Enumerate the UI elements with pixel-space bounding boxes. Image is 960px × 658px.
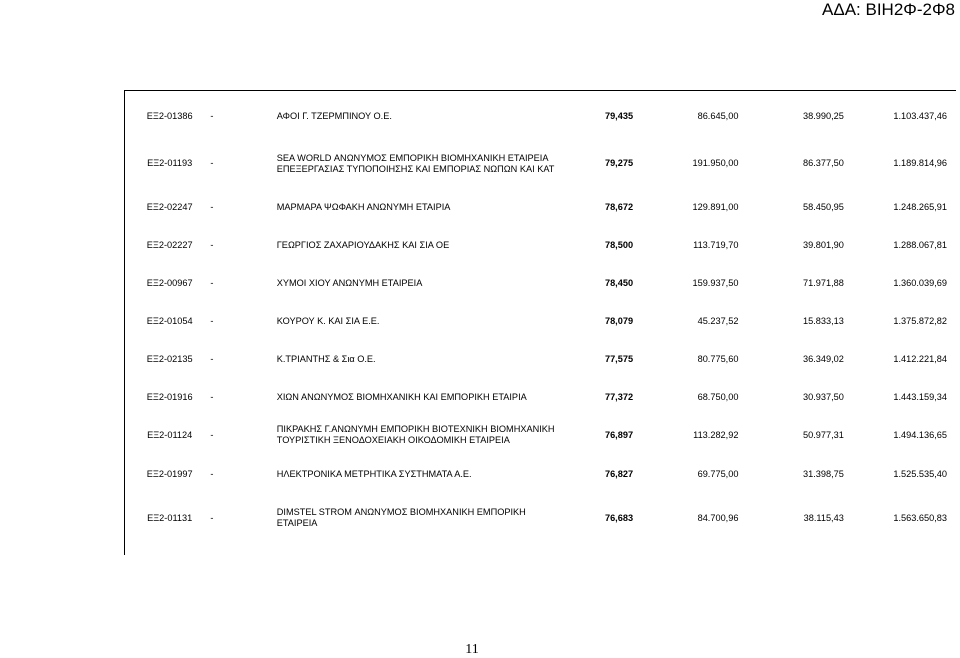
row-code: ΕΞ2-02135 bbox=[146, 353, 193, 364]
row-score: 78,079 bbox=[604, 315, 634, 326]
table-row bbox=[133, 302, 951, 340]
row-company-name: DIMSTEL STROM ΑΝΩΝΥΜΟΣ ΒΙΟΜΗΧΑΝΙΚΗ ΕΜΠΟΡΙΚΗ ΕΤΑΙΡΕΙΑ bbox=[276, 507, 526, 528]
row-amount-cumulative: 1.375.872,82 bbox=[893, 315, 947, 326]
row-amount-cumulative: 1.189.814,96 bbox=[893, 158, 947, 168]
row-dash: - bbox=[210, 315, 214, 326]
page-number: 11 bbox=[465, 642, 479, 657]
row-amount-cumulative: 1.412.221,84 bbox=[893, 353, 947, 364]
row-amount-budget: 68.750,00 bbox=[697, 391, 739, 402]
row-code: ΕΞ2-01997 bbox=[146, 468, 193, 479]
row-amount-subsidy: 58.450,95 bbox=[802, 201, 844, 212]
row-score: 77,372 bbox=[604, 391, 634, 402]
row-company-name: ΜΑΡΜΑΡΑ ΨΩΦΑΚΗ ΑΝΩΝΥΜΗ ΕΤΑΙΡΙΑ bbox=[276, 201, 451, 212]
row-amount-subsidy: 15.833,13 bbox=[802, 315, 844, 326]
row-score: 79,275 bbox=[604, 158, 634, 168]
row-company-name: ΚΟΥΡΟΥ Κ. ΚΑΙ ΣΙΑ Ε.Ε. bbox=[276, 315, 380, 326]
table-row bbox=[133, 226, 951, 264]
row-score: 77,575 bbox=[604, 353, 634, 364]
row-score: 76,897 bbox=[604, 429, 634, 440]
row-amount-subsidy: 86.377,50 bbox=[802, 158, 844, 168]
row-company-name: ΓΕΩΡΓΙΟΣ ΖΑΧΑΡΙΟΥΔΑΚΗΣ ΚΑΙ ΣΙΑ ΟΕ bbox=[276, 239, 450, 250]
row-score: 79,435 bbox=[604, 111, 634, 121]
table-row bbox=[133, 264, 951, 302]
row-amount-budget: 113.282,92 bbox=[693, 429, 739, 440]
row-company-name: ΧΥΜΟΙ ΧΙΟΥ ΑΝΩΝΥΜΗ ΕΤΑΙΡΕΙΑ bbox=[276, 277, 423, 288]
row-dash: - bbox=[210, 111, 214, 121]
row-amount-cumulative: 1.494.136,65 bbox=[893, 429, 947, 440]
row-amount-budget: 191.950,00 bbox=[692, 158, 739, 168]
row-company-name: ΧΙΩΝ ΑΝΩΝΥΜΟΣ ΒΙΟΜΗΧΑΝΙΚΗ ΚΑΙ ΕΜΠΟΡΙΚΗ ΕΤΑΙΡΙΑ bbox=[276, 391, 527, 402]
table-body bbox=[133, 94, 951, 542]
row-amount-subsidy: 31.398,75 bbox=[802, 468, 844, 479]
row-amount-cumulative: 1.103.437,46 bbox=[893, 111, 947, 121]
row-amount-subsidy: 30.937,50 bbox=[802, 391, 844, 402]
row-company-name: ΑΦΟΙ Γ. ΤΖΕΡΜΠΙΝΟΥ Ο.Ε. bbox=[276, 111, 392, 121]
row-amount-cumulative: 1.525.535,40 bbox=[893, 468, 947, 479]
row-dash: - bbox=[210, 512, 214, 523]
row-amount-subsidy: 71.971,88 bbox=[802, 277, 844, 288]
row-score: 78,450 bbox=[604, 277, 634, 288]
row-amount-cumulative: 1.563.650,83 bbox=[893, 512, 947, 523]
row-amount-subsidy: 36.349,02 bbox=[802, 353, 844, 364]
row-dash: - bbox=[210, 239, 214, 250]
table-row bbox=[133, 454, 951, 494]
row-amount-budget: 113.719,70 bbox=[693, 239, 739, 250]
row-company-name: SEA WORLD ΑΝΩΝΥΜΟΣ ΕΜΠΟΡΙΚΗ ΒΙΟΜΗΧΑΝΙΚΗ ΕΤΑΙΡΕΙΑ ΕΠΕΞΕΡΓΑΣΙΑΣ ΤΥΠΟΠΟΙΗΣΗΣ ΚΑΙ ΕΜΠΟΡΙΑΣ ΝΩΠΩΝ ΚΑΙ ΚΑΤ bbox=[276, 152, 555, 174]
row-amount-budget: 45.237,52 bbox=[697, 315, 739, 326]
row-dash: - bbox=[210, 353, 214, 364]
table-row bbox=[133, 94, 951, 139]
ada-code: ΑΔΑ: ΒΙΗ2Φ-2Φ8 bbox=[822, 0, 955, 19]
row-dash: - bbox=[210, 158, 214, 168]
table-row bbox=[133, 188, 951, 226]
row-amount-subsidy: 39.801,90 bbox=[802, 239, 844, 250]
row-score: 76,827 bbox=[604, 468, 634, 479]
row-company-name: Κ.ΤΡΙΑΝΤΗΣ & Σια Ο.Ε. bbox=[276, 353, 376, 364]
beneficiaries-table bbox=[133, 94, 951, 542]
row-code: ΕΞ2-01916 bbox=[146, 391, 193, 402]
table-row bbox=[133, 139, 951, 188]
row-amount-budget: 86.645,00 bbox=[697, 111, 739, 121]
table-row bbox=[133, 378, 951, 416]
row-amount-cumulative: 1.248.265,91 bbox=[893, 201, 947, 212]
row-dash: - bbox=[210, 201, 214, 212]
row-company-name: ΗΛΕΚΤΡΟΝΙΚΑ ΜΕΤΡΗΤΙΚΑ ΣΥΣΤΗΜΑΤΑ Α.Ε. bbox=[276, 468, 472, 479]
row-amount-budget: 159.937,50 bbox=[692, 277, 739, 288]
row-amount-subsidy: 38.115,43 bbox=[803, 512, 844, 523]
row-amount-cumulative: 1.443.159,34 bbox=[893, 391, 947, 402]
row-amount-budget: 84.700,96 bbox=[697, 512, 739, 523]
row-code: ΕΞ2-02247 bbox=[146, 201, 193, 212]
row-dash: - bbox=[210, 429, 214, 440]
row-code: ΕΞ2-02227 bbox=[146, 239, 193, 250]
row-amount-cumulative: 1.288.067,81 bbox=[893, 239, 947, 250]
row-amount-subsidy: 50.977,31 bbox=[802, 429, 844, 440]
row-code: ΕΞ2-01386 bbox=[146, 111, 193, 121]
row-score: 78,500 bbox=[604, 239, 634, 250]
row-code: ΕΞ2-01193 bbox=[147, 158, 193, 168]
row-dash: - bbox=[210, 391, 214, 402]
row-amount-cumulative: 1.360.039,69 bbox=[893, 277, 947, 288]
row-score: 76,683 bbox=[604, 512, 634, 523]
row-score: 78,672 bbox=[604, 201, 634, 212]
row-code: ΕΞ2-01131 bbox=[147, 512, 193, 523]
row-amount-budget: 80.775,60 bbox=[697, 353, 739, 364]
table-row bbox=[133, 494, 951, 542]
table-row bbox=[133, 340, 951, 378]
row-amount-budget: 129.891,00 bbox=[692, 201, 739, 212]
row-dash: - bbox=[210, 277, 214, 288]
row-code: ΕΞ2-01124 bbox=[147, 429, 193, 440]
row-amount-subsidy: 38.990,25 bbox=[802, 111, 844, 121]
row-company-name: ΠΙΚΡΑΚΗΣ Γ.ΑΝΩΝΥΜΗ ΕΜΠΟΡΙΚΗ ΒΙΟΤΕΧΝΙΚΗ ΒΙΟΜΗΧΑΝΙΚΗ ΤΟΥΡΙΣΤΙΚΗ ΞΕΝΟΔΟΧΕΙΑΚΗ ΟΙΚΟΔΟΜΙΚΗ ΕΤΑΙΡΕΙΑ bbox=[276, 424, 555, 445]
row-dash: - bbox=[210, 468, 214, 479]
row-code: ΕΞ2-00967 bbox=[146, 277, 193, 288]
row-code: ΕΞ2-01054 bbox=[146, 315, 193, 326]
table-row bbox=[133, 416, 951, 454]
row-amount-budget: 69.775,00 bbox=[697, 468, 739, 479]
